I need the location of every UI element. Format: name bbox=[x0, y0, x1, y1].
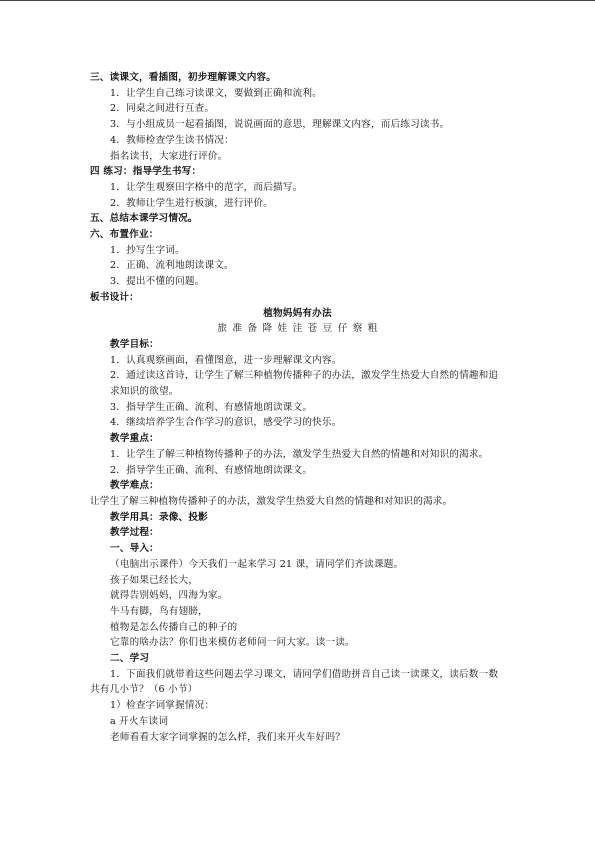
board-characters: 旅 准 备 降 娃 洼 苍 豆 仔 察 粗 bbox=[217, 323, 378, 335]
section-heading-tools: 教学用具：录像、投影 bbox=[110, 511, 208, 523]
list-item bbox=[83, 368, 505, 399]
study-line: 老师看看大家字词掌握的怎么样，我们来开火车好吗？ bbox=[110, 731, 346, 743]
section-heading-summary: 五、总结本课学习情况。 bbox=[90, 213, 198, 225]
list-item: 指名读书，大家进行评价。 bbox=[110, 150, 228, 162]
intro-line: 它靠的啥办法？你们也来模仿老师问一问大家。读一读。 bbox=[110, 637, 355, 649]
section-heading-key-points: 教学重点： bbox=[110, 433, 159, 445]
poem-line: 植物是怎么传播自己的种子的 bbox=[110, 621, 238, 633]
subsection-heading-study: 二、学习 bbox=[110, 653, 150, 665]
list-item: 1．认真观察画面，看懂图意，进一步理解课文内容。 bbox=[110, 354, 342, 366]
top-border-line bbox=[0, 0, 595, 1]
list-item: 1．让学生自己练习读课文，要做到正确和流利。 bbox=[110, 87, 322, 99]
study-line: 1．下面我们就带着这些问题去学习课文，请同学们借助拼音自己读一读课文，读后数一数共有几小节？（6 小节） bbox=[90, 668, 499, 696]
list-item: 3．提出不懂的问题。 bbox=[110, 276, 205, 288]
list-item: 1．让学生观察田字格中的范字，而后描写。 bbox=[110, 181, 303, 193]
list-item: 3．与小组成员一起看插图，说说画面的意思，理解课文内容，而后练习读书。 bbox=[110, 119, 450, 131]
section-heading-difficulties: 教学难点： bbox=[110, 480, 159, 492]
study-line: a 开火车读词 bbox=[110, 715, 169, 727]
list-item: 2．同桌之间进行互查。 bbox=[110, 103, 215, 115]
list-item: 2．正确、流利地朗读课文。 bbox=[110, 260, 234, 272]
section-heading-process: 教学过程： bbox=[110, 527, 159, 539]
section-heading-goals: 教学目标： bbox=[110, 338, 159, 350]
list-item: 2．教师让学生进行板演，进行评价。 bbox=[110, 197, 274, 209]
list-item: 3．指导学生正确、流利、有感情地朗读课文。 bbox=[110, 401, 313, 413]
difficulties-text: 让学生了解三种植物传播种子的办法，激发学生热爱大自然的情趣和对知识的渴求。 bbox=[90, 495, 453, 507]
list-item: 4．教师检查学生读书情况： bbox=[110, 134, 234, 146]
section-heading-reading: 三、读课文，看插图，初步理解课文内容。 bbox=[90, 72, 277, 83]
list-item: 2．指导学生正确、流利、有感情地朗读课文。 bbox=[110, 464, 313, 476]
study-line: 1）检查字词掌握情况： bbox=[110, 700, 215, 712]
board-title: 植物妈妈有办法 bbox=[263, 307, 332, 319]
section-heading-practice: 四 练习：指导学生书写： bbox=[90, 166, 202, 178]
section-heading-homework: 六、布置作业： bbox=[90, 229, 159, 241]
list-item: 1．让学生了解三种植物传播种子的办法，激发学生热爱大自然的情趣和对知识的渴求。 bbox=[110, 448, 489, 460]
subsection-heading-intro: 一、导入： bbox=[110, 543, 159, 555]
section-heading-board: 板书设计： bbox=[90, 291, 139, 303]
poem-line: 牛马有脚，鸟有翅膀， bbox=[110, 605, 208, 617]
poem-line: 孩子如果已经长大， bbox=[110, 574, 199, 586]
list-item: 1．抄写生字词。 bbox=[110, 244, 185, 256]
document-body bbox=[90, 70, 505, 745]
poem-line: 就得告别妈妈，四海为家。 bbox=[110, 590, 228, 602]
list-item: 4．继续培养学生合作学习的意识，感受学习的快乐。 bbox=[110, 417, 342, 429]
intro-line: （电脑出示课件）今天我们一起来学习 21 课，请同学们齐读课题。 bbox=[110, 558, 404, 570]
list-item-text: 2．通过读这首诗，让学生了解三种植物传播种子的办法，激发学生热爱大自然的情趣和追求知识的欲望。 bbox=[110, 370, 499, 398]
